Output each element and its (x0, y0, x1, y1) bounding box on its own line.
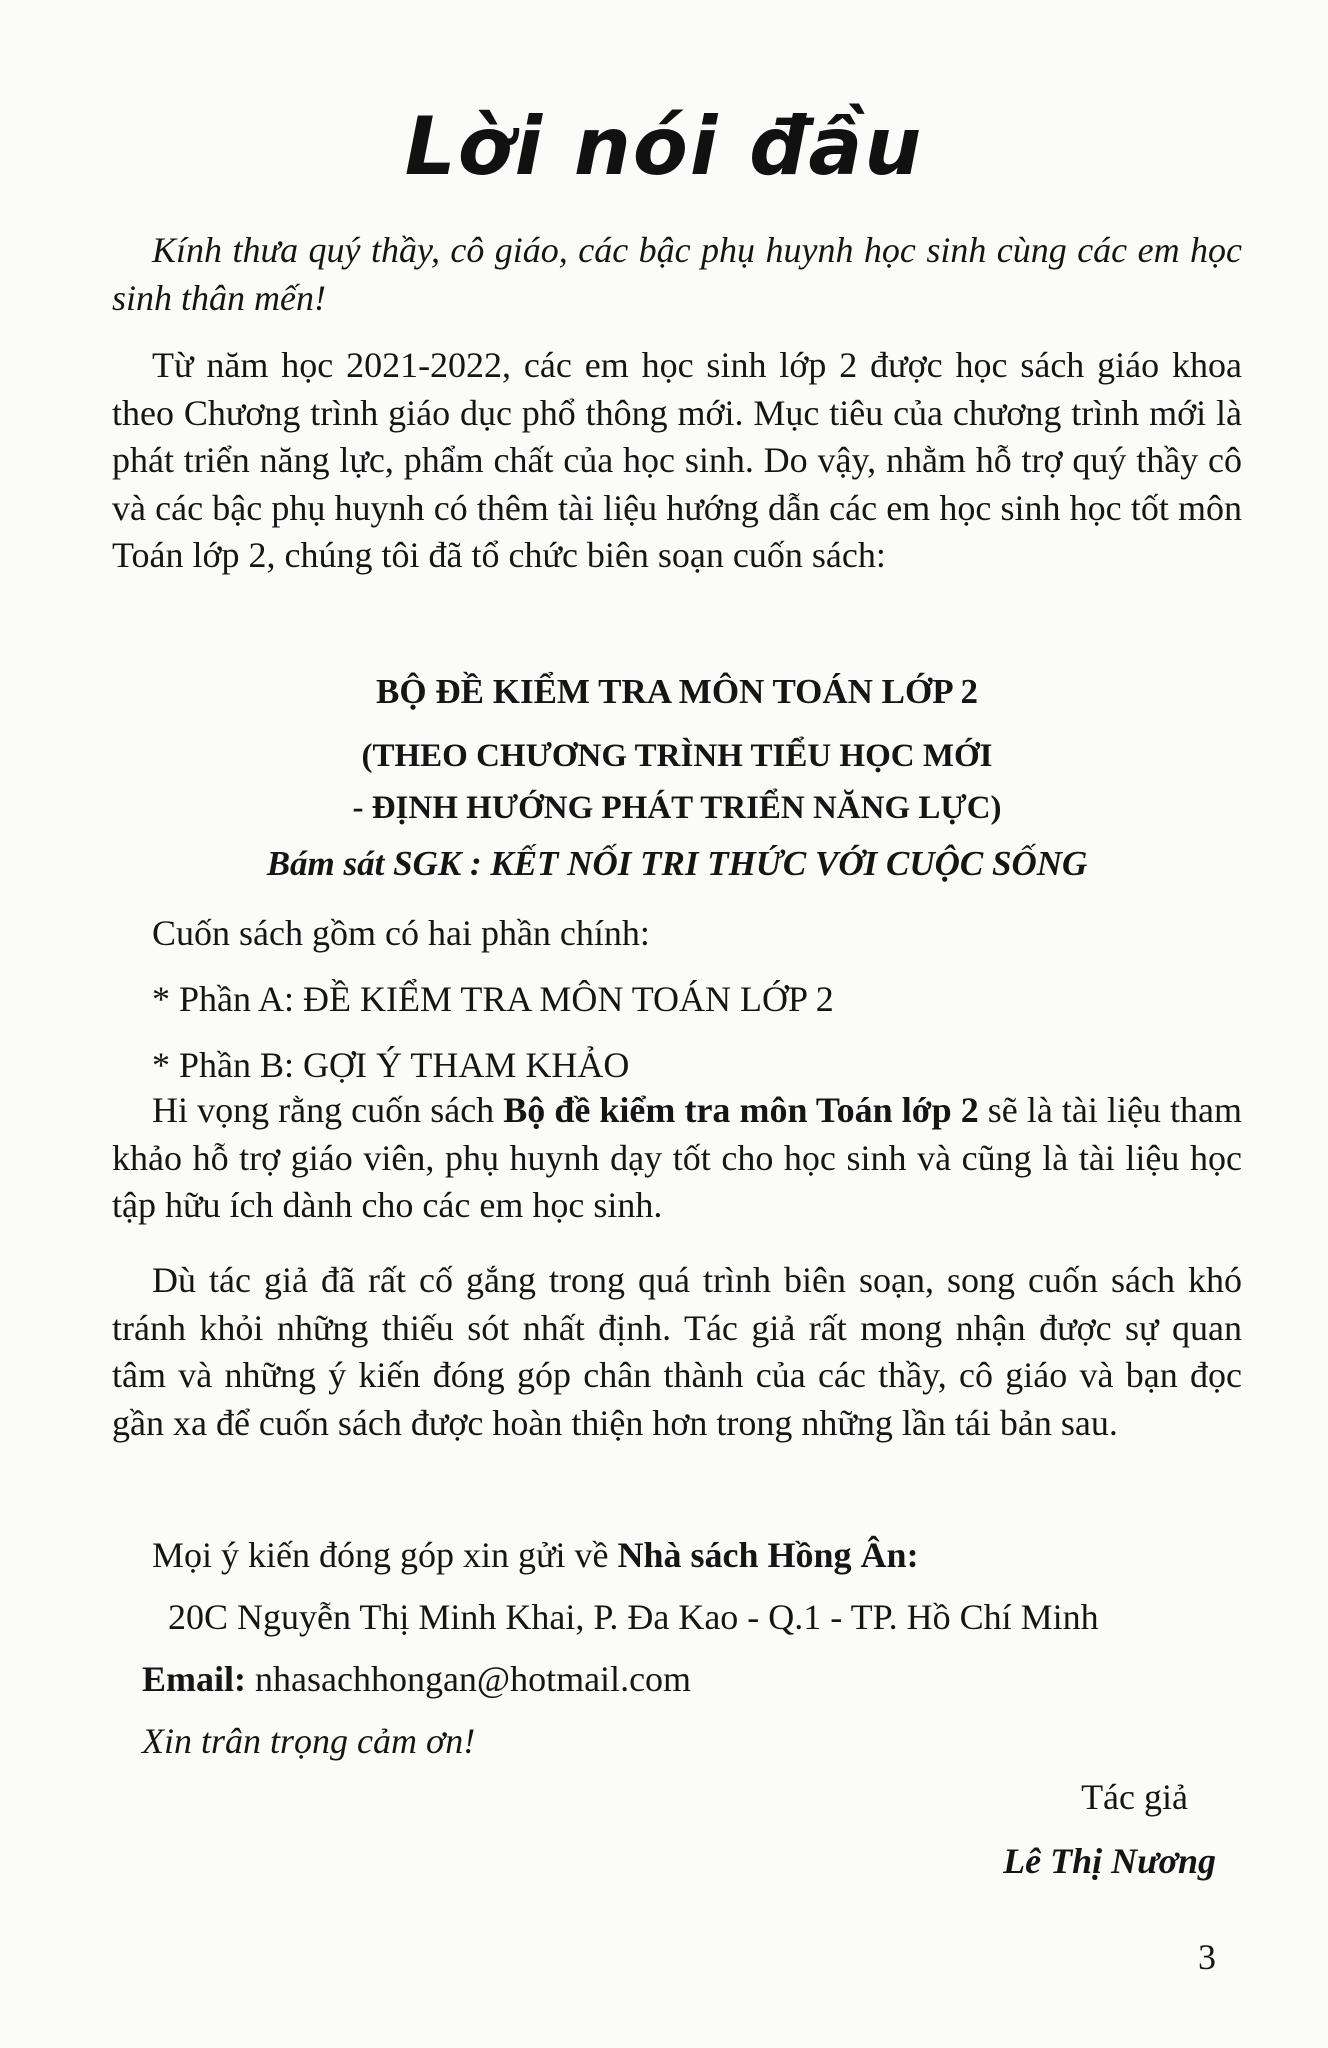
parts-list (112, 900, 1242, 1098)
email-label: Email: (142, 1659, 246, 1699)
publisher-name: Nhà sách Hồng Ân: (617, 1535, 919, 1575)
apology-paragraph: Dù tác giả đã rất cố gắng trong quá trình biên soạn, song cuốn sách khó tránh khỏi những thiếu sót nhất định. Tác giả rất mong nhận được sự quan tâm và những ý kiến đóng góp chân thành của các thầy, cô giáo và bạn đọc gần xa để cuốn sách được hoàn thiện hơn trong những lần tái bản sau. (112, 1260, 1242, 1443)
email-address: nhasachhongan@hotmail.com (246, 1659, 692, 1699)
page-title: Lời nói đầu (404, 100, 924, 193)
part-item: * Phần A: ĐỀ KIỂM TRA MÔN TOÁN LỚP 2 (152, 979, 834, 1019)
book-title: BỘ ĐỀ KIỂM TRA MÔN TOÁN LỚP 2 (376, 672, 978, 711)
book-subtitle-line2: - ĐỊNH HƯỚNG PHÁT TRIỂN NĂNG LỰC) (352, 790, 1002, 826)
contact-lead: Mọi ý kiến đóng góp xin gửi về (152, 1535, 618, 1575)
email-line (112, 1648, 1242, 1710)
hope-paragraph (112, 1087, 1242, 1230)
intro-paragraph: Từ năm học 2021-2022, các em học sinh lớp 2 được học sách giáo khoa theo Chương trình giáo dục phổ thông mới. Mục tiêu của chương trình mới là phát triển năng lực, phẩm chất của học sinh. Do vậy, nhằm hỗ trợ quý thầy cô và các bậc phụ huynh có thêm tài liệu hướng dẫn các em học sinh học tốt môn Toán lớp 2, chúng tôi đã tổ chức biên soạn cuốn sách: (112, 345, 1242, 575)
hope-text-before: Hi vọng rằng cuốn sách (152, 1090, 504, 1130)
publisher-address: 20C Nguyễn Thị Minh Khai, P. Đa Kao - Q.1 - TP. Hồ Chí Minh (168, 1597, 1099, 1637)
book-subtitle-line1: (THEO CHƯƠNG TRÌNH TIỂU HỌC MỚI (361, 738, 993, 774)
hope-text-after: sẽ là tài liệu tham khảo hỗ trợ giáo viên, phụ huynh dạy tốt cho học sinh và cũng là tài liệu học tập hữu ích dành cho các em học sinh. (112, 1090, 1242, 1225)
signature-name: Lê Thị Nương (1003, 1841, 1216, 1881)
page-number: 3 (1198, 1937, 1216, 1977)
part-item: * Phần B: GỢI Ý THAM KHẢO (152, 1045, 630, 1085)
parts-lead: Cuốn sách gồm có hai phần chính: (152, 913, 650, 953)
greeting: Kính thưa quý thầy, cô giáo, các bậc phụ huynh học sinh cùng các em học sinh thân mến! (112, 230, 1242, 318)
contact-line (112, 1524, 1242, 1586)
book-series: Bám sát SGK : KẾT NỐI TRI THỨC VỚI CUỘC SỐNG (266, 844, 1088, 883)
thanks-line: Xin trân trọng cảm ơn! (142, 1721, 476, 1761)
signature-role: Tác giả (1081, 1777, 1188, 1817)
contact-block (112, 1524, 1242, 1772)
hope-book-name: Bộ đề kiểm tra môn Toán lớp 2 (503, 1090, 979, 1130)
